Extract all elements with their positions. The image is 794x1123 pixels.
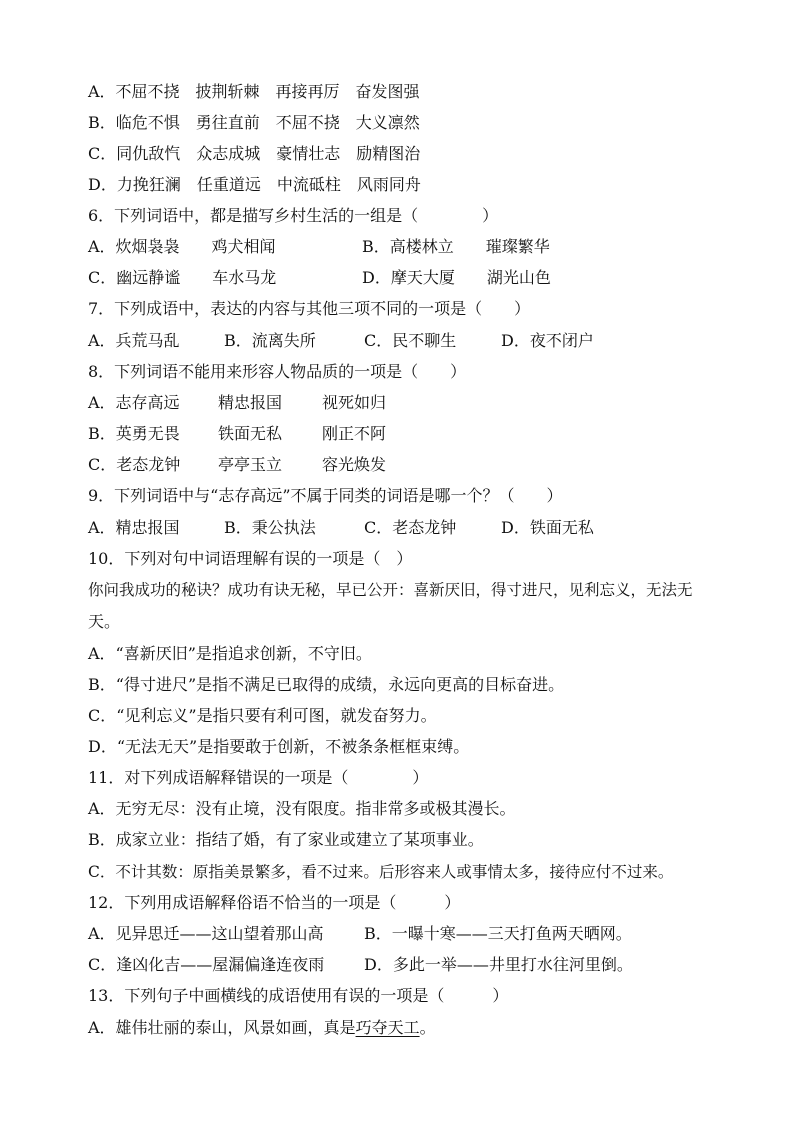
q8-option-b: B．英勇无畏 xyxy=(88,424,180,443)
q8-option-c-word-2: 亭亭玉立 xyxy=(218,455,283,474)
q10-option-b: B．“得寸进尺”是指不满足已取得的成绩，永远向更高的目标奋进。 xyxy=(88,675,565,694)
q11-option-c: C．不计其数：原指美景繁多，看不过来。后形容来人或事情太多，接待应付不过来。 xyxy=(88,863,674,881)
q8-option-b-word-3: 刚正不阿 xyxy=(322,424,387,443)
q9-option-a: A．精忠报国 xyxy=(88,518,180,537)
q12-option-b: B．一曝十寒——三天打鱼两天晒网。 xyxy=(364,924,632,943)
question-8-stem: 8．下列词语不能用来形容人物品质的一项是（ ） xyxy=(88,362,467,381)
question-7-stem: 7．下列成语中，表达的内容与其他三项不同的一项是（ ） xyxy=(88,299,531,318)
q8-option-c-word-3: 容光焕发 xyxy=(322,455,387,474)
q10-passage-line-2: 天。 xyxy=(88,612,121,631)
question-12-stem: 12．下列用成语解释俗语不恰当的一项是（ ） xyxy=(88,893,461,912)
q7-option-b: B．流离失所 xyxy=(224,331,316,350)
q13-option-a-end: 。 xyxy=(419,1018,436,1037)
q8-option-b-word-2: 铁面无私 xyxy=(218,424,283,443)
question-13-stem: 13．下列句子中画横线的成语使用有误的一项是（ ） xyxy=(88,986,509,1005)
q9-option-c: C．老态龙钟 xyxy=(364,518,457,537)
q10-option-c: C．“见利忘义”是指只要有利可图，就发奋努力。 xyxy=(88,706,437,725)
q8-option-c: C．老态龙钟 xyxy=(88,455,181,474)
q13-option-a-text: A．雄伟壮丽的泰山，风景如画，真是 xyxy=(88,1018,356,1037)
q8-option-a: A．志存高远 xyxy=(88,393,180,412)
q8-option-a-word-2: 精忠报国 xyxy=(218,393,283,412)
q12-option-a: A．见异思迁——这山望着那山高 xyxy=(88,924,324,943)
q7-option-d: D．夜不闭户 xyxy=(501,331,594,350)
q6-option-a: A．炊烟袅袅 鸡犬相闻 xyxy=(88,237,276,256)
q8-option-a-word-3: 视死如归 xyxy=(322,393,387,412)
q10-option-d: D．“无法无天”是指要敢于创新，不被条条框框束缚。 xyxy=(88,737,470,756)
q13-option-a xyxy=(88,1018,436,1038)
q6-option-d: D．摩天大厦 湖光山色 xyxy=(362,268,551,287)
question-9-stem: 9．下列词语中与“志存高远”不属于同类的词语是哪一个？（ ） xyxy=(88,486,563,505)
q12-option-c: C．逢凶化吉——屋漏偏逢连夜雨 xyxy=(88,955,325,974)
q13-underlined-idiom: 巧夺天工 xyxy=(355,1018,420,1037)
question-11-stem: 11．对下列成语解释错误的一项是（ ） xyxy=(88,768,429,787)
q11-option-a: A．无穷无尽：没有止境，没有限度。指非常多或极其漫长。 xyxy=(88,799,516,818)
question-10-stem: 10．下列对句中词语理解有误的一项是（ ） xyxy=(88,549,413,568)
q11-option-b: B．成家立业：指结了婚，有了家业或建立了某项事业。 xyxy=(88,830,484,849)
q9-option-b: B．秉公执法 xyxy=(224,518,316,537)
q6-option-b: B．高楼林立 璀璨繁华 xyxy=(362,237,550,256)
q9-option-d: D．铁面无私 xyxy=(501,518,594,537)
q10-option-a: A．“喜新厌旧”是指追求创新，不守旧。 xyxy=(88,644,372,663)
q5-option-b: B．临危不惧 勇往直前 不屈不挠 大义凛然 xyxy=(88,113,420,132)
q5-option-a: A．不屈不挠 披荆斩棘 再接再厉 奋发图强 xyxy=(88,82,420,101)
q7-option-a: A．兵荒马乱 xyxy=(88,331,180,350)
q6-option-c: C．幽远静谧 车水马龙 xyxy=(88,268,277,287)
q5-option-d: D．力挽狂澜 任重道远 中流砥柱 风雨同舟 xyxy=(88,175,421,194)
q12-option-d: D．多此一举——井里打水往河里倒。 xyxy=(364,955,633,974)
q5-option-c: C．同仇敌忾 众志成城 豪情壮志 励精图治 xyxy=(88,144,421,163)
q10-passage-line-1: 你问我成功的秘诀？成功有诀无秘，早已公开：喜新厌旧，得寸进尺，见利忘义，无法无 xyxy=(88,581,693,599)
q7-option-c: C．民不聊生 xyxy=(364,331,457,350)
question-6-stem: 6．下列词语中，都是描写乡村生活的一组是（ ） xyxy=(88,206,499,225)
